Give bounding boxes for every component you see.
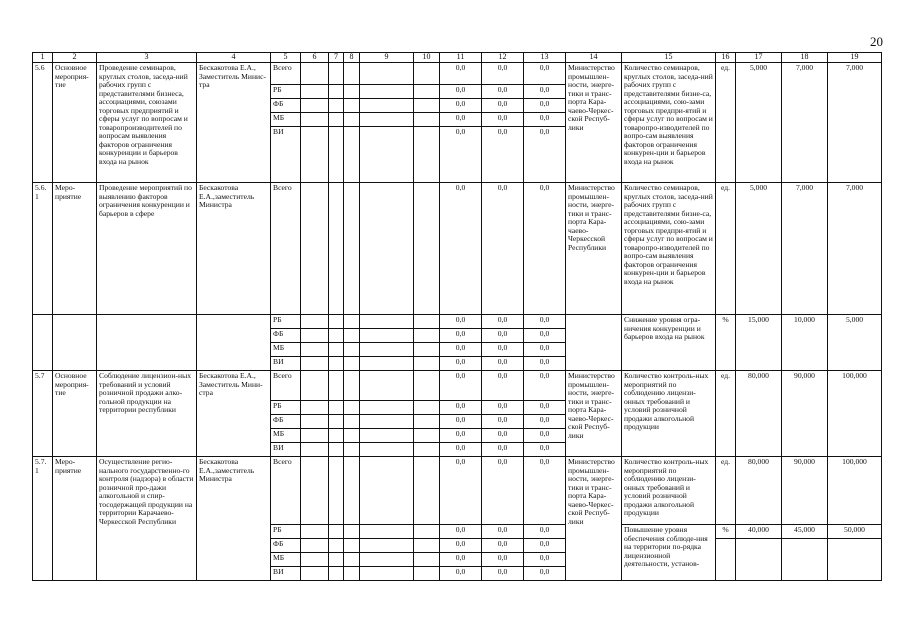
source-label: РБ	[271, 85, 301, 99]
row-indicator: Количество семинаров, круглых столов, заседа-ний рабочих групп с представителями бизне-са, ассоциациями, сою-зами торговых предпри-ятий и сферы услуг по вопросам и товаропро-изводителей по вопро-сам выявления факторов ограничения конкурен-ции и барьеров входа на рынок	[622, 183, 716, 315]
target-value: 5,000	[828, 315, 882, 371]
source-label: МБ	[271, 343, 301, 357]
source-label: ФБ	[271, 539, 301, 553]
row-type: Основное мероприя-тие	[53, 63, 97, 183]
value-cell: 0,0	[524, 99, 566, 113]
target-value: 45,000	[782, 525, 828, 539]
header-cell: 12	[482, 53, 524, 63]
row-name: Проведение семинаров, круглых столов, заседа-ний рабочих групп с представителями бизнеса, ассоциациями, союзами торговых предприятий и сферы услуг по вопросам и товаропроизводителей по вопросам выявления факторов ограничения конкуренции и барьеров входа на рынок	[97, 63, 197, 183]
value-cell: 0,0	[524, 401, 566, 415]
table-row	[33, 371, 882, 401]
value-cell: 0,0	[524, 525, 566, 539]
header-cell: 14	[566, 53, 622, 63]
value-cell: 0,0	[482, 127, 524, 183]
header-cell: 11	[440, 53, 482, 63]
row-indicator: Количество контроль-ных мероприятий по соблюдению лицензи-онных требований и условий розничной продажи алкогольной продукции	[622, 457, 716, 525]
source-label: ВИ	[271, 443, 301, 457]
row-number: 5.7	[33, 371, 53, 457]
value-cell: 0,0	[482, 113, 524, 127]
source-label: ВИ	[271, 127, 301, 183]
target-value: 100,000	[828, 371, 882, 457]
header-row	[33, 53, 882, 63]
value-cell: 0,0	[482, 457, 524, 525]
value-cell: 0,0	[524, 63, 566, 85]
value-cell: 0,0	[482, 329, 524, 343]
target-value: 5,000	[736, 63, 782, 183]
value-cell: 0,0	[482, 415, 524, 429]
row-responsible: Бескакотова Е.А., Заместитель Мини-стра	[197, 371, 271, 457]
header-cell: 6	[301, 53, 329, 63]
row-number: 5.7.1	[33, 457, 53, 581]
source-label: Всего	[271, 63, 301, 85]
row-name: Соблюдение лицензион-ных требований и условий розничной продажи алко-гольной продукции на территории республики	[97, 371, 197, 457]
header-cell: 13	[524, 53, 566, 63]
row-indicator: Снижение уровня огра-ничения конкуренции и барьеров входа на рынок	[622, 315, 716, 371]
source-label: МБ	[271, 113, 301, 127]
value-cell: 0,0	[482, 343, 524, 357]
value-cell: 0,0	[482, 567, 524, 581]
table-row	[33, 63, 882, 85]
value-cell: 0,0	[482, 525, 524, 539]
value-cell: 0,0	[440, 113, 482, 127]
value-cell: 0,0	[440, 315, 482, 329]
value-cell: 0,0	[482, 429, 524, 443]
row-number: 5.6.1	[33, 183, 53, 315]
value-cell: 0,0	[440, 127, 482, 183]
row-indicator: Повышение уровня обеспечения соблюде-ния на территории по-рядка лицензионной деятельности, установ-	[622, 525, 716, 581]
value-cell: 0,0	[482, 315, 524, 329]
row-name: Осуществление регио-нального государственно-го контроля (надзора) в области розничной про-дажи алкогольной и спир-тосодержащей продукции на территории Карачаево-Черкесской Республики	[97, 457, 197, 581]
source-label: Всего	[271, 457, 301, 525]
row-unit: ед.	[716, 63, 736, 183]
row-indicator: Количество контроль-ных мероприятий по соблюдению лицензи-онных требований и условий розничной продажи алкогольной продукции	[622, 371, 716, 457]
header-cell: 2	[53, 53, 97, 63]
value-cell: 0,0	[524, 343, 566, 357]
value-cell: 0,0	[524, 415, 566, 429]
table-row	[33, 315, 882, 329]
target-value: 50,000	[828, 525, 882, 539]
target-value: 7,000	[782, 183, 828, 315]
value-cell: 0,0	[482, 539, 524, 553]
source-label: ФБ	[271, 329, 301, 343]
value-cell: 0,0	[524, 85, 566, 99]
source-label: Всего	[271, 371, 301, 401]
row-type: Меро-приятие	[53, 457, 97, 581]
row-unit: %	[716, 525, 736, 539]
target-value: 90,000	[782, 371, 828, 457]
target-value: 90,000	[782, 457, 828, 525]
value-cell: 0,0	[440, 63, 482, 85]
value-cell: 0,0	[524, 113, 566, 127]
row-responsible: Бескакотова Е.А., Заместитель Минис-тра	[197, 63, 271, 183]
source-label: ФБ	[271, 99, 301, 113]
row-responsible: Бескакотова Е.А.,заместитель Министра	[197, 183, 271, 315]
row-executor: Министерство промышлен-ности, энерге-тики и транс-порта Кара-чаево-Черкесской Республики	[566, 183, 622, 315]
source-label: ВИ	[271, 567, 301, 581]
source-label: РБ	[271, 525, 301, 539]
value-cell: 0,0	[440, 429, 482, 443]
value-cell: 0,0	[482, 357, 524, 371]
value-cell: 0,0	[524, 443, 566, 457]
source-label: МБ	[271, 553, 301, 567]
value-cell: 0,0	[440, 183, 482, 315]
target-value: 15,000	[736, 315, 782, 371]
value-cell: 0,0	[440, 401, 482, 415]
value-cell: 0,0	[440, 443, 482, 457]
value-cell: 0,0	[524, 429, 566, 443]
value-cell: 0,0	[440, 539, 482, 553]
value-cell: 0,0	[524, 127, 566, 183]
value-cell: 0,0	[482, 99, 524, 113]
value-cell: 0,0	[440, 99, 482, 113]
header-cell: 7	[329, 53, 344, 63]
value-cell: 0,0	[482, 371, 524, 401]
value-cell: 0,0	[482, 85, 524, 99]
header-cell: 19	[828, 53, 882, 63]
header-cell: 10	[414, 53, 440, 63]
row-executor: Министерство промышлен-ности, энерге-тики и транс-порта Кара-чаево-Черкес-ской Респуб-лики	[566, 457, 622, 581]
header-cell: 3	[97, 53, 197, 63]
row-type: Основное мероприя-тие	[53, 371, 97, 457]
row-executor: Министерство промышлен-ности, энерге-тики и транс-порта Кара-чаево-Черкес-ской Респуб-лики	[566, 371, 622, 457]
value-cell: 0,0	[440, 415, 482, 429]
target-value: 7,000	[782, 63, 828, 183]
value-cell: 0,0	[482, 443, 524, 457]
target-value: 80,000	[736, 457, 782, 525]
header-cell: 8	[344, 53, 360, 63]
value-cell: 0,0	[482, 553, 524, 567]
row-type: Меро-приятие	[53, 183, 97, 315]
table-row	[33, 457, 882, 525]
row-unit: %	[716, 315, 736, 371]
target-value: 40,000	[736, 525, 782, 539]
header-cell: 9	[360, 53, 414, 63]
value-cell: 0,0	[524, 457, 566, 525]
row-number: 5.6	[33, 63, 53, 183]
target-value: 100,000	[828, 457, 882, 525]
source-label: ФБ	[271, 415, 301, 429]
value-cell: 0,0	[482, 63, 524, 85]
row-unit: ед.	[716, 457, 736, 525]
row-executor: Министерство промышлен-ности, энерге-тики и транс-порта Кара-чаево-Черкес-ской Респуб-лики	[566, 63, 622, 183]
target-value: 10,000	[782, 315, 828, 371]
source-label: РБ	[271, 401, 301, 415]
header-cell: 4	[197, 53, 271, 63]
value-cell: 0,0	[524, 539, 566, 553]
value-cell: 0,0	[440, 567, 482, 581]
source-label: МБ	[271, 429, 301, 443]
header-cell: 16	[716, 53, 736, 63]
header-cell: 5	[271, 53, 301, 63]
row-responsible: Бескакотова Е.А.,заместитель Министра	[197, 457, 271, 581]
value-cell: 0,0	[524, 371, 566, 401]
target-value: 80,000	[736, 371, 782, 457]
source-label: Всего	[271, 183, 301, 315]
row-name: Проведение мероприятий по выявлению факторов ограничения конкуренции и барьеров в сфере	[97, 183, 197, 315]
value-cell: 0,0	[440, 525, 482, 539]
value-cell: 0,0	[440, 553, 482, 567]
row-unit: ед.	[716, 183, 736, 315]
value-cell: 0,0	[440, 371, 482, 401]
program-table	[32, 52, 882, 581]
value-cell: 0,0	[482, 401, 524, 415]
target-value: 7,000	[828, 63, 882, 183]
value-cell: 0,0	[440, 343, 482, 357]
value-cell: 0,0	[440, 357, 482, 371]
target-value: 7,000	[828, 183, 882, 315]
row-unit: ед.	[716, 371, 736, 457]
row-indicator: Количество семинаров, круглых столов, заседа-ний рабочих групп с представителями бизне-са, ассоциациями, сою-зами торговых предпри-ятий и сферы услуг по вопросам и товаропро-изводителей по вопро-сам выявления факторов ограничения конкурен-ции и барьеров входа на рынок	[622, 63, 716, 183]
source-label: ВИ	[271, 357, 301, 371]
source-label: РБ	[271, 315, 301, 329]
header-cell: 18	[782, 53, 828, 63]
value-cell: 0,0	[524, 315, 566, 329]
value-cell: 0,0	[524, 357, 566, 371]
value-cell: 0,0	[524, 567, 566, 581]
value-cell: 0,0	[524, 329, 566, 343]
value-cell: 0,0	[440, 457, 482, 525]
header-cell: 17	[736, 53, 782, 63]
value-cell: 0,0	[440, 85, 482, 99]
target-value: 5,000	[736, 183, 782, 315]
value-cell: 0,0	[482, 183, 524, 315]
value-cell: 0,0	[524, 553, 566, 567]
page-number: 20	[870, 34, 883, 49]
value-cell: 0,0	[440, 329, 482, 343]
value-cell: 0,0	[524, 183, 566, 315]
table-row	[33, 183, 882, 315]
header-cell: 15	[622, 53, 716, 63]
header-cell: 1	[33, 53, 53, 63]
